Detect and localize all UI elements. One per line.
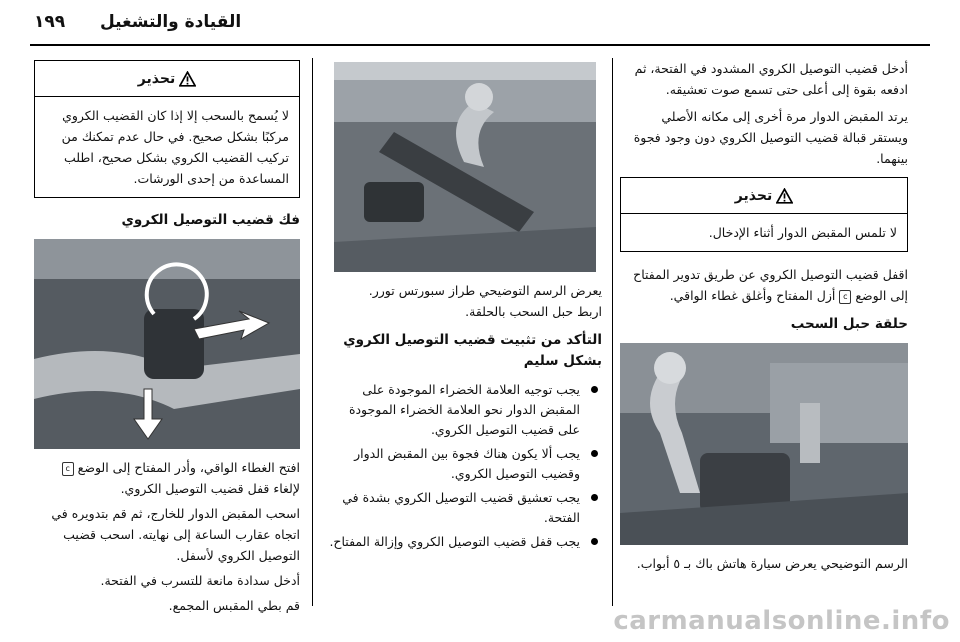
page-header: [0, 0, 960, 52]
warning-triangle-icon: [776, 188, 793, 204]
towing-eye-illustration: [620, 343, 908, 545]
paragraph: اسحب المقبض الدوار للخارج، ثم قم بتدويره في اتجاه عقارب الساعة إلى نهايته. اسحب قضيب التوصيل الكروي لأسفل.: [51, 506, 300, 563]
warning-triangle-icon: [179, 71, 196, 87]
bullet: [591, 538, 598, 545]
paragraph-text: لإلغاء قفل قضيب التوصيل الكروي.: [120, 481, 300, 496]
paragraph: اربط حبل السحب بالحلقة.: [465, 304, 602, 319]
paragraph-text: اقفل قضيب التوصيل الكروي عن طريق تدوير المفتاح إلى الوضع: [633, 267, 908, 303]
key-lock-icon: c: [62, 462, 74, 476]
warning-text: لا تلمس المقبض الدوار أثناء الإدخال.: [708, 225, 897, 240]
figure-caption: يعرض الرسم التوضيحي طراز سبورتس تورر.: [368, 283, 602, 298]
check-list: [326, 380, 602, 552]
paragraph: [620, 264, 908, 306]
warning-box: [620, 177, 908, 252]
sports-tourer-photo: [334, 62, 596, 272]
paragraph: قم بطي المقبس المجمع.: [168, 598, 300, 613]
warning-box: [34, 60, 300, 198]
chapter-title: القيادة والتشغيل: [100, 12, 242, 32]
column-divider: [312, 58, 313, 606]
list-item-text: يجب قفل قضيب التوصيل الكروي وإزالة المفتاح.: [329, 534, 580, 549]
warning-header: [621, 178, 907, 214]
bullet: [591, 450, 598, 457]
paragraph: [34, 457, 300, 499]
column-divider: [612, 58, 613, 606]
list-item: [326, 380, 602, 440]
column-left: [34, 58, 300, 616]
towing-eye-illustration: [334, 62, 596, 272]
bullet: [591, 494, 598, 501]
warning-header: [35, 61, 299, 97]
column-middle: [326, 58, 602, 556]
paragraph: أدخل قضيب التوصيل الكروي المشدود في الفتحة، ثم ادفعه بقوة إلى أعلى حتى تسمع صوت تعشيقه.: [634, 61, 908, 97]
list-item-text: يجب ألا يكون هناك فجوة بين المقبض الدوار وقضيب التوصيل الكروي.: [354, 446, 580, 481]
header-rule: [30, 44, 930, 46]
key-lock-icon: c: [839, 290, 851, 304]
warning-title: تحذير: [734, 187, 773, 204]
remove-tow-bar-photo: [34, 239, 300, 449]
tow-bar-removal-illustration: [34, 239, 300, 449]
towing-eye-photo: [620, 343, 908, 545]
list-item: [326, 532, 602, 552]
paragraph: يرتد المقبض الدوار مرة أخرى إلى مكانه الأصلي ويستقر قبالة قضيب التوصيل الكروي دون وجود فجوة بينهما.: [633, 109, 908, 166]
list-item-text: يجب توجيه العلامة الخضراء الموجودة على المقبض الدوار نحو العلامة الخضراء الموجودة على قضيب التوصيل الكروي.: [348, 382, 580, 437]
section-heading: فك قضيب التوصيل الكروي: [121, 212, 300, 228]
paragraph-text: افتح الغطاء الواقي، وأدر المفتاح إلى الوضع: [77, 460, 300, 475]
paragraph-text: أزل المفتاح وأغلق غطاء الواقي.: [669, 288, 836, 303]
list-item-text: يجب تعشيق قضيب التوصيل الكروي بشدة في الفتحة.: [342, 490, 580, 525]
page-number: ١٩٩: [34, 12, 66, 32]
column-right: [620, 58, 908, 574]
warning-title: تحذير: [137, 70, 176, 87]
bullet: [591, 386, 598, 393]
figure-caption: الرسم التوضيحي يعرض سيارة هاتش باك بـ ٥ أبواب.: [636, 556, 908, 571]
paragraph: أدخل سدادة مانعة للتسرب في الفتحة.: [100, 573, 300, 588]
section-heading: حلقة حبل السحب: [790, 316, 908, 332]
list-item: [326, 488, 602, 528]
section-heading: التأكد من تثبيت قضيب التوصيل الكروي بشكل سليم: [343, 332, 602, 369]
list-item: [326, 444, 602, 484]
watermark: carmanualsonline.info: [613, 606, 950, 636]
warning-text: لا يُسمح بالسحب إلا إذا كان القضيب الكروي مركبًا بشكل صحيح. في حال عدم تمكنك من تركيب القضيب الكروي بشكل صحيح، اطلب المساعدة من إحدى الورشات.: [61, 108, 289, 186]
